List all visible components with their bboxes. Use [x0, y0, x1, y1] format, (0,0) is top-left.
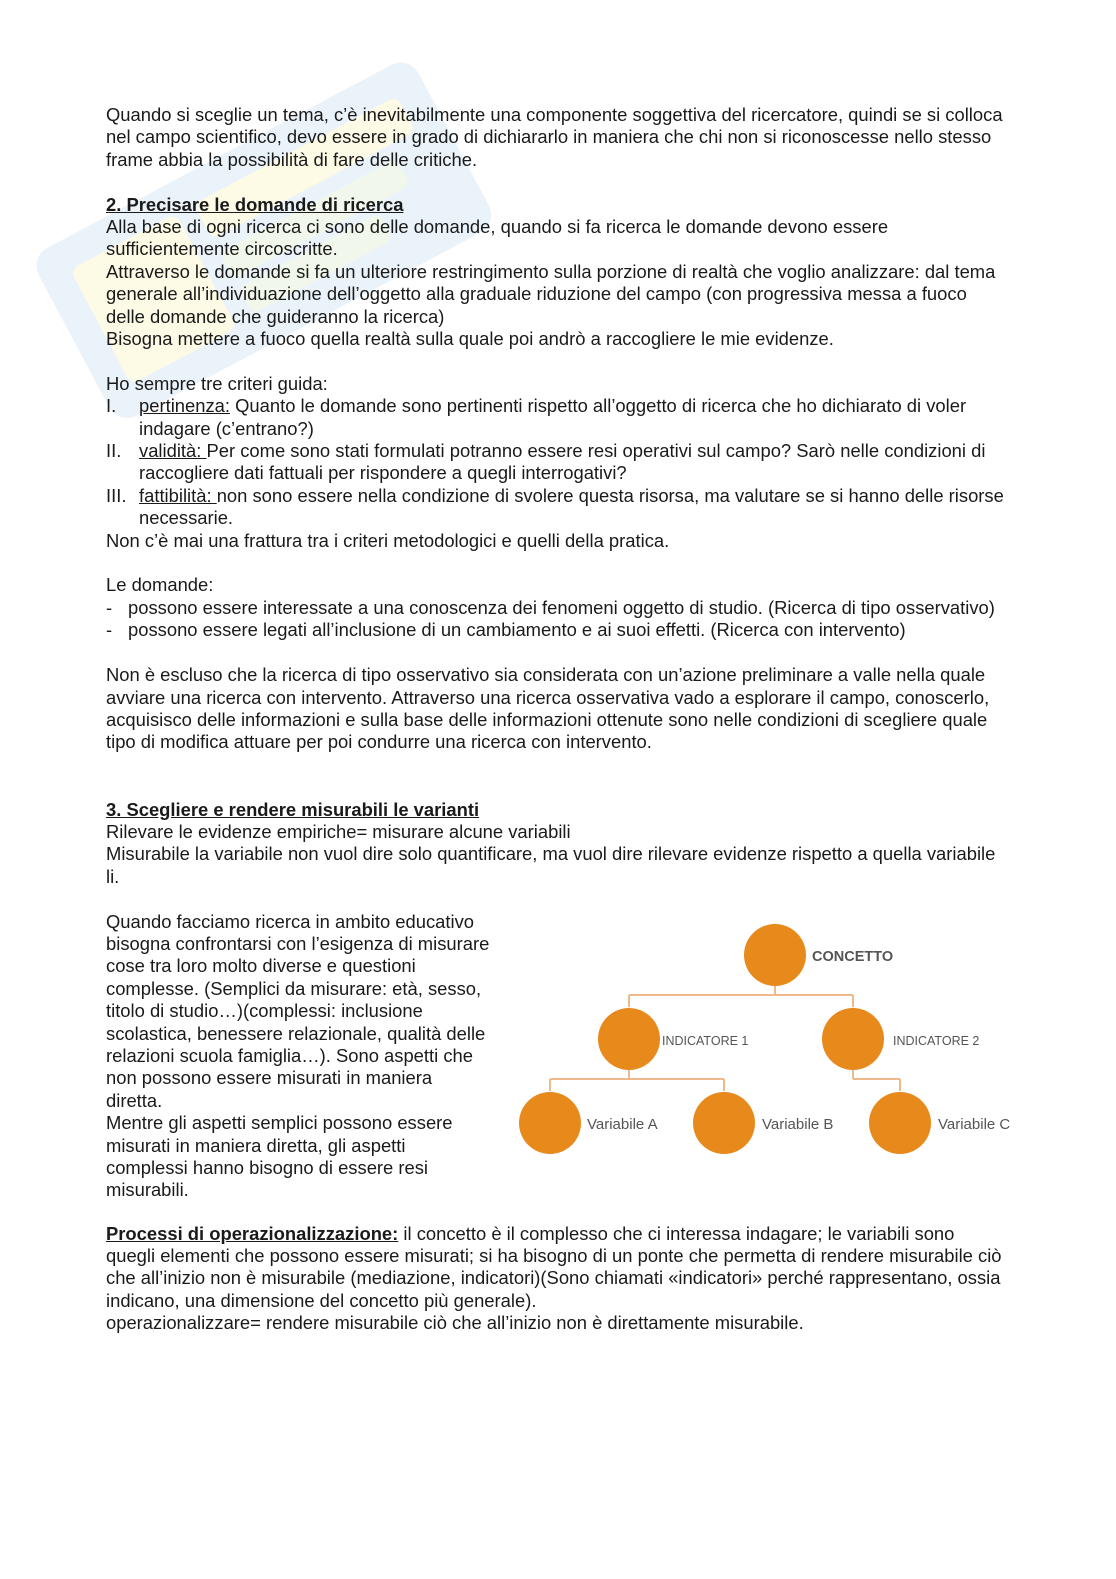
- criteria-list: [106, 395, 1006, 529]
- questions-intro: Le domande:: [106, 574, 214, 596]
- section-3-paragraph-1: Rilevare le evidenze empiriche= misurare alcune variabili: [106, 820, 571, 842]
- operationalization-text: il concetto è il complesso che ci interessa indagare; le variabili sono quegli elementi che possono essere misurati; si ha bisogno di un ponte che permetta di rendere misurabile ciò che all’inizio non è misurabile (mediazione, indicatori)(Sono chiamati «indicatori» perché rappresentano, ossia indicano, una dimensione del concetto più generale).: [106, 1222, 1002, 1311]
- left-text-1: Quando facciamo ricerca in ambito educativo bisogna confrontarsi con l’esigenza di misurare cose tra loro molto diverse e questioni complesse. (Semplici da misurare: età, sesso, titolo di studio…)(complessi: inclusione scolastica, benessere relazionale, qualità delle relazioni scuola famiglia…). Sono aspetti che non possono essere misurati in maniera diretta.: [106, 910, 490, 1111]
- section-2-paragraph-4: Non è escluso che la ricerca di tipo osservativo sia considerata con un’azione preliminare a valle nella quale avviare una ricerca con intervento. Attraverso una ricerca osservativa vado a esplorare il campo, conoscerlo, acquisisco delle informazioni e sulla base delle informazioni ottenute sono nelle condizioni di scegliere quale tipo di modifica attuare per poi condurre una ricerca con intervento.: [106, 664, 990, 753]
- indicator-1-node: [598, 1008, 660, 1070]
- section-2-paragraph-2: Attraverso le domande si fa un ulteriore restringimento sulla porzione di realtà che voglio analizzare: dal tema generale all’individuazione dell’oggetto alla graduale riduzione del campo (con progressiva messa a fuoco delle domande che guideranno la ricerca): [106, 260, 996, 327]
- concept-diagram-svg: [518, 911, 1023, 1181]
- criteria-text: non sono essere nella condizione di svolere questa risorsa, ma valutare se si hanno delle risorse necessarie.: [139, 484, 1004, 529]
- concept-label: CONCETTO: [812, 948, 894, 965]
- operationalization-term: Processi di operazionalizzazione:: [106, 1222, 399, 1244]
- criteria-term: fattibilità:: [139, 484, 217, 506]
- criteria-text: Quanto le domande sono pertinenti rispetto all’oggetto di ricerca che ho dichiarato di voler indagare (c’entrano?): [139, 395, 967, 439]
- operationalization-definition: operazionalizzare= rendere misurabile ciò che all’inizio non è direttamente misurabile.: [106, 1312, 804, 1334]
- criteria-term: pertinenza:: [139, 395, 230, 417]
- variable-b-label: Variabile B: [762, 1115, 834, 1133]
- section-2-paragraph-1: Alla base di ogni ricerca ci sono delle domande, quando si fa ricerca le domande devono essere sufficientemente circoscritte.: [106, 216, 889, 260]
- indicator-1-label: INDICATORE 1: [662, 1033, 749, 1048]
- text-with-diagram: [106, 910, 1011, 1223]
- variable-a-node: [519, 1092, 581, 1154]
- criteria-item: II. validità: Per come sono stati formulati potranno essere resi operativi sul campo? Sarò nelle condizioni di raccogliere dati fattuali per rispondere a quegli interrogativi?: [106, 440, 986, 484]
- intro-paragraph: Quando si sceglie un tema, c’è inevitabilmente una componente soggettiva del ricercatore, quindi se si colloca nel campo scientifico, devo essere in grado di dichiararlo in maniera che chi non si riconoscesse nello stesso frame abbia la possibilità di fare delle critiche.: [106, 104, 1003, 170]
- indicator-2-label: INDICATORE 2: [893, 1033, 980, 1048]
- questions-list: [106, 597, 1006, 642]
- operationalization-paragraph: [106, 1223, 1006, 1313]
- left-column: [106, 911, 491, 1202]
- variable-b-node: [693, 1092, 755, 1154]
- criteria-item: I. pertinenza: Quanto le domande sono pertinenti rispetto all’oggetto di ricerca che ho dichiarato di voler indagare (c’entrano?): [106, 395, 967, 439]
- document-page: [106, 104, 1011, 1335]
- left-text-2: Mentre gli aspetti semplici possono essere misurati in maniera diretta, gli aspetti complessi hanno bisogno di essere resi misurabili.: [106, 1112, 453, 1201]
- concept-node: [744, 924, 806, 986]
- criteria-outro: Non c’è mai una frattura tra i criteri metodologici e quelli della pratica.: [106, 529, 670, 551]
- section-3-paragraph-2: Misurabile la variabile non vuol dire solo quantificare, ma vuol dire rilevare evidenze rispetto a quella variabile li.: [106, 843, 996, 887]
- criteria-text: Per come sono stati formulati potranno essere resi operativi sul campo? Sarò nelle condizioni di raccogliere dati fattuali per rispondere a quegli interrogativi?: [139, 440, 986, 484]
- question-item: - possono essere interessate a una conoscenza dei fenomeni oggetto di studio. (Ricerca di tipo osservativo): [106, 596, 995, 618]
- section-2-paragraph-3: Bisogna mettere a fuoco quella realtà sulla quale poi andrò a raccogliere le mie evidenze.: [106, 328, 834, 350]
- section-3-heading: 3. Scegliere e rendere misurabili le varianti: [106, 798, 480, 820]
- criteria-term: validità:: [139, 440, 207, 462]
- variable-c-label: Variabile C: [938, 1115, 1011, 1133]
- variable-c-node: [869, 1092, 931, 1154]
- indicator-2-node: [822, 1008, 884, 1070]
- variable-a-label: Variabile A: [587, 1115, 658, 1133]
- criteria-item: III. fattibilità: non sono essere nella condizione di svolere questa risorsa, ma valutare se si hanno delle risorse necessarie.: [106, 484, 1004, 529]
- section-2-heading: 2. Precisare le domande di ricerca: [106, 193, 404, 215]
- concept-diagram: [518, 911, 1023, 1181]
- question-item: - possono essere legati all’inclusione di un cambiamento e ai suoi effetti. (Ricerca con intervento): [106, 619, 906, 641]
- criteria-intro: Ho sempre tre criteri guida:: [106, 372, 328, 394]
